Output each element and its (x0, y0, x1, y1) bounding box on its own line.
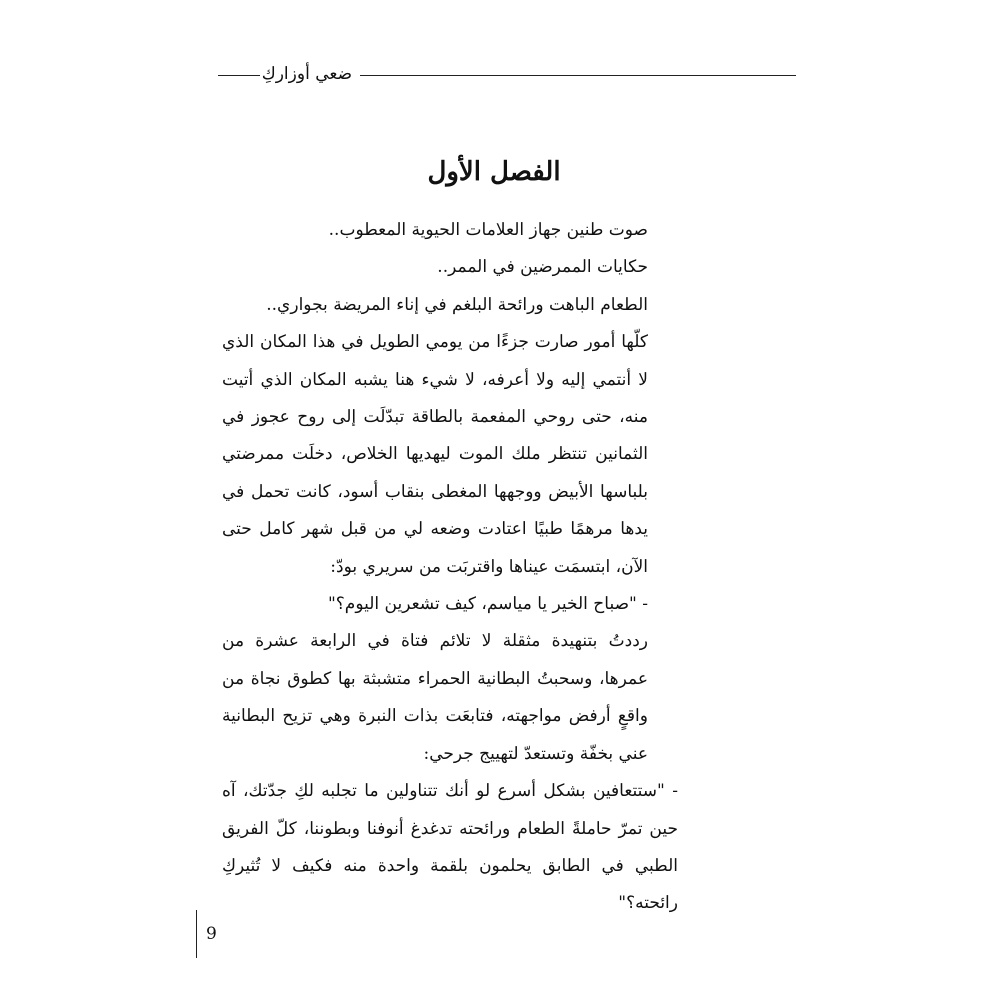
paragraph: رددتُ بتنهيدة مثقلة لا تلائم فتاة في الرابعة عشرة من عمرها، وسحبتُ البطانية الحمراء متشبثة بها كطوق نجاة من واقعٍ أرفض مواجهته، فتابعَت بذات النبرة وهي تزيح البطانية عني بخفّة وتستعدّ لتهييج جرحي: (222, 631, 648, 764)
paragraph: حكايات الممرضين في الممر.. (437, 257, 648, 278)
running-header (218, 62, 796, 86)
dialogue-line: - "صباح الخير يا مياسم، كيف تشعرين اليوم؟" (327, 594, 648, 615)
paragraph: كلّها أمور صارت جزءًا من يومي الطويل في هذا المكان الذي لا أنتمي إليه ولا أعرفه، لا شيء هنا يشبه المكان الذي أتيت منه، حتى روحي المفعمة بالطاقة تبدّلَت إلى روح عجوز في الثمانين تنتظر ملك الموت ليهديها الخلاص، دخلَت ممرضتي بلباسها الأبيض ووجهها المغطى بنقاب أسود، كانت تحمل في يدها مرهمًا طبيًا اعتادت وضعه لي من قبل شهر كامل حتى الآن، ابتسمَت عيناها واقتربَت من سريري بودّ: (222, 332, 648, 577)
page-number: 9 (196, 910, 217, 958)
header-rule (218, 75, 260, 76)
running-title: ضعي أوزاركِ (258, 62, 356, 86)
chapter-title: الفصل الأول (427, 157, 561, 187)
dialogue-line: - "ستتعافين بشكل أسرع لو أنك تتناولين ما تجلبه لكِ جدّتك، آه حين تمرّ حاملةً الطعام ورائحته تدغدغ أنوفنا وبطوننا، كلّ الفريق الطبي في الطابق يحلمون بلقمة واحدة منه فكيف لا تُثيركِ رائحته؟" (222, 781, 678, 914)
paragraph: صوت طنين جهاز العلامات الحيوية المعطوب.. (328, 220, 648, 240)
chapter-body (222, 212, 678, 923)
header-rule (360, 75, 796, 76)
paragraph: الطعام الباهت ورائحة البلغم في إناء المريضة بجواري.. (266, 294, 648, 315)
